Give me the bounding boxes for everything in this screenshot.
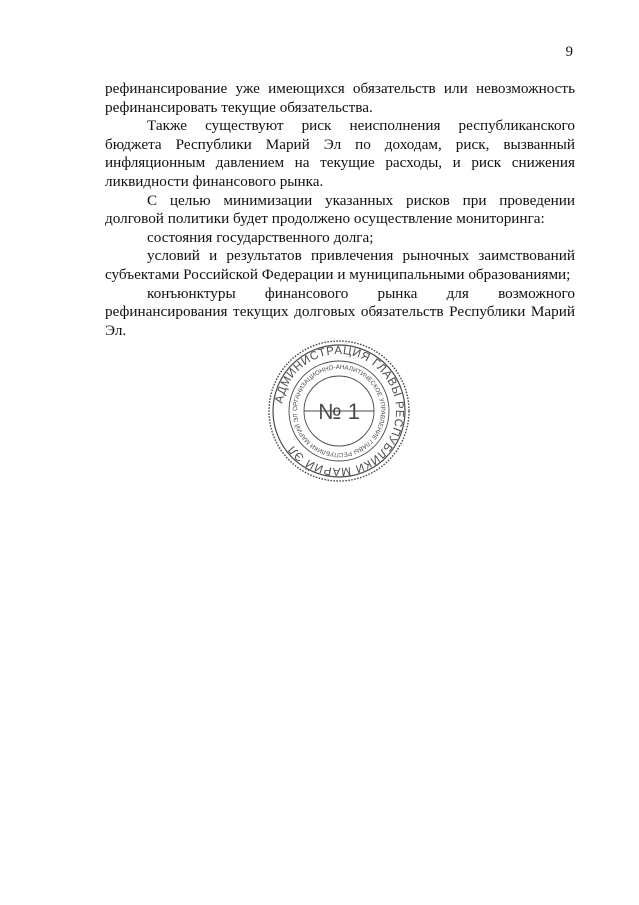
- paragraph-1: рефинансирование уже имеющихся обязательств или невозможность рефинансировать текущие обязательства.: [105, 80, 575, 116]
- paragraph-3: С целью минимизации указанных рисков при проведении долговой политики будет продолжено осуществление мониторинга:: [105, 191, 575, 228]
- paragraph-4: состояния государственного долга;: [147, 228, 374, 246]
- page-number: 9: [565, 44, 573, 60]
- seal-number: № 1: [318, 399, 360, 424]
- paragraph-6: конъюнктуры финансового рынка для возможного рефинансирования текущих долговых обязательств Республики Марий Эл.: [105, 284, 575, 339]
- paragraph-5: условий и результатов привлечения рыночных заимствований субъектами Российской Федерации и муниципальными образованиями;: [105, 247, 575, 283]
- seal-inner-text: ОРГАНИЗАЦИОННО-АНАЛИТИЧЕСКОЕ УПРАВЛЕНИЕ ГЛАВЫ РЕСПУБЛИКИ МАРИЙ ЭЛ: [291, 363, 387, 459]
- seal-outer-text: АДМИНИСТРАЦИЯ ГЛАВЫ РЕСПУБЛИКИ МАРИЙ ЭЛ: [273, 344, 406, 478]
- document-body: [105, 80, 575, 340]
- paragraph-2: Также существуют риск неисполнения республиканского бюджета Республики Марий Эл по доходам, риск, вызванный инфляционным давлением на текущие расходы, и риск снижения ликвидности финансового рынка.: [105, 117, 575, 190]
- official-seal: [264, 336, 414, 486]
- seal-graphic: [264, 336, 414, 486]
